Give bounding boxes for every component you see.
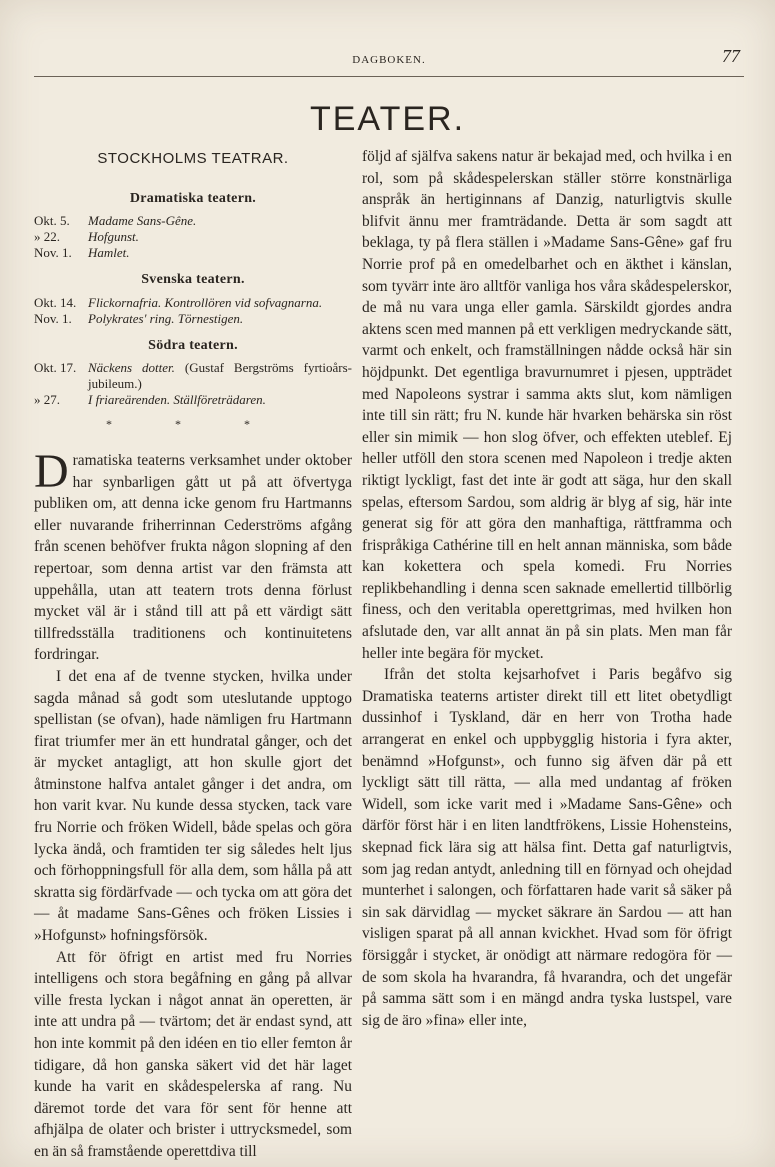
entry-works: Hamlet.: [88, 245, 130, 261]
entry-date: Nov. 1.: [34, 310, 72, 326]
entry-note: (Gustaf Bergströms fyrtioårs-jubileum.): [88, 360, 353, 392]
performance-entry: [34, 245, 352, 261]
entry-title: Näckens dotter.: [88, 360, 175, 376]
running-title: DAGBOKEN.: [352, 54, 426, 66]
entry-date: Okt. 14.: [34, 294, 77, 310]
entry-date: Okt. 5.: [34, 213, 70, 229]
entry-works: Flickornafria. Kontrollören vid sofvagnarna.: [88, 294, 323, 310]
performance-entry: [34, 392, 352, 408]
performance-entry: [34, 311, 352, 327]
performance-entry: [34, 360, 352, 392]
theater-heading: Dramatiska teatern.: [129, 190, 257, 206]
performance-entry: [34, 213, 352, 229]
section-divider: * * *: [106, 417, 280, 432]
paragraph: I det ena af de tvenne stycken, hvilka under sagda månad så godt som uteslutande upptogo spellistan (se ofvan), hade nämligen fru Hartmann firat triumfer mer än ett hundratal gånger, och det är mycket antagligt, att hon skulle gjort det åtminstone halfva antalet gånger i det andra, om hon varit kvar. Nu kunde dessa stycken, tack vare fru Norrie och fröken Widell, både spelas och göra lycka ändå, och framtiden ter sig således helt ljus och förhoppningsfull för alla dem, som hålla på att skratta sig fördärfvade — och tycka om att göra det — åt madame Sans-Gênes och fröken Lissies i »Hofgunst» hofningsförsök.: [34, 667, 352, 945]
paragraph: Att för öfrigt en artist med fru Norries intelligens och stora begåfning en gång på allvar ville fresta lyckan i något annat än operetten, är inte att undra på — tvärtom; det är endast synd, att hon inte kommit på den idéen en tio eller femton år tidigare, då hon ganska säkert vid det här laget kunde ha varit en skådespelerska af rang. Nu däremot torde det vara för sent för henne att afhjälpa de olater och brister i uttrycksmedel, som en än så framstående operettdiva till: [34, 948, 352, 1160]
drop-cap: D: [34, 444, 69, 498]
section-subtitle: STOCKHOLMS TEATRAR.: [97, 150, 289, 167]
paragraph: [34, 444, 352, 666]
entry-date: Nov. 1.: [34, 245, 72, 261]
page-number: 77: [722, 46, 740, 66]
right-column: [362, 146, 732, 1031]
entry-date: Okt. 17.: [34, 360, 77, 376]
paragraph: följd af själfva sakens natur är bekajad med, och hvilka i en rol, som på skådespelerskan ställer större konstnärliga anspråk än hertiginnans af Danzig, naturligtvis skulle blifvit ännu mer framträdande. Detta är som sagdt att beklaga, ty på flera ställen i »Madame Sans-Gêne» gaf fru Norrie prof på en omedelbarhet och en äkthet i känslan, som tyvärr inte äro alltför vanliga hos våra skådespelerskor, de må nu vara unga eller gamla. Särskildt gjordes andra aktens scen med mannen på ett verkligen medryckande sätt, varmt och enkelt, och framställningen nådde också här sin höjdpunkt. Det egentliga bravurnumret i pjesen, uppträdet med Napoleons systrar i samma akts slut, kom nämligen inte till sin rätt; fru N. kunde här hvarken behärska sin röst eller sin mimik — hon slog öfver, och effekten uteblef. Ej heller utföll den stora scenen med Napoleon i tredje akten riktigt lyckligt, fast det inte är godt att säga, hur den skall spelas, eftersom Sardou, som aldrig är blyg af sig, här inte generat sig för att göra den manhaftiga, rättframma och frispråkiga Cathérine till en helt annan människa, som både kan kokettera och spela komedi. Fru Norries replikbehandling i denna scen saknade emellertid tillbörlig finess, och den veritabla operettgrimas, med hvilken hon afslutade den, var allt annat än på sin plats. Men man får heller inte begära för mycket.: [362, 148, 732, 662]
paragraph: Ifrån det stolta kejsarhofvet i Paris begåfvo sig Dramatiska teaterns artister direkt till ett litet obetydligt dussinhof i Tyskland, där en herr von Trotha hade arrangerat en enkel och uppbygglig historia i fyra akter, benämnd »Hofgunst», och funno sig äfven där på ett lyckligt sätt till rätta, — alla med undantag af fröken Widell, som icke varit med i »Madame Sans-Gêne» och därför först här i en liten landtfrökens, Lissie Hohensteins, skepnad fick lära sig att hälsa fint. Detta gaf naturligtvis, som jag redan antydt, anledning till en förnyad och ohejdad munterhet i salongen, och författaren hade varit så säker på sin sak därvidlag — mycket säkrare än Sardou — att han visligen sparat på all annan kvickhet. Hvad som för öfrigt försiggår i stycket, är onödigt att närmare redogöra för — de som skola ha hvarandra, få hvarandra, och det ungefär på samma sätt som i en mängd andra tyska lustspel, vare sig de äro »fina» eller inte,: [362, 666, 732, 1029]
entry-date: » 22.: [34, 229, 60, 245]
entry-works: Hofgunst.: [88, 229, 139, 245]
performance-entry: [34, 229, 352, 245]
page-title: TEATER.: [309, 100, 466, 138]
theater-heading: Svenska teatern.: [141, 272, 245, 288]
entry-works: I friareärenden. Ställföreträdaren.: [88, 392, 266, 408]
performance-entry: [34, 295, 352, 311]
entry-works: Madame Sans-Gêne.: [88, 213, 197, 229]
entry-works: [88, 360, 352, 392]
entry-works: Polykrates' ring. Törnestigen.: [88, 310, 244, 326]
left-column: [34, 148, 352, 1163]
entry-date: » 27.: [34, 392, 60, 408]
theater-heading: Södra teatern.: [148, 337, 238, 353]
page-header: [34, 46, 744, 77]
paragraph-text: ramatiska teaterns verksamhet under oktober har synbarligen gått ut på att öfvertyga publiken om, att denna icke genom fru Hartmanns eller nuvarande friherrinnan Cederströms afgång från scenen behöfver frukta någon slopning af den repertoar, som denna artist var den främsta att uppehålla, utan att teatern trots denna förlust mycket väl är i stånd till att på ett värdigt sätt tillfredsställa traditionens och kontinuitetens fordringar.: [34, 451, 352, 664]
